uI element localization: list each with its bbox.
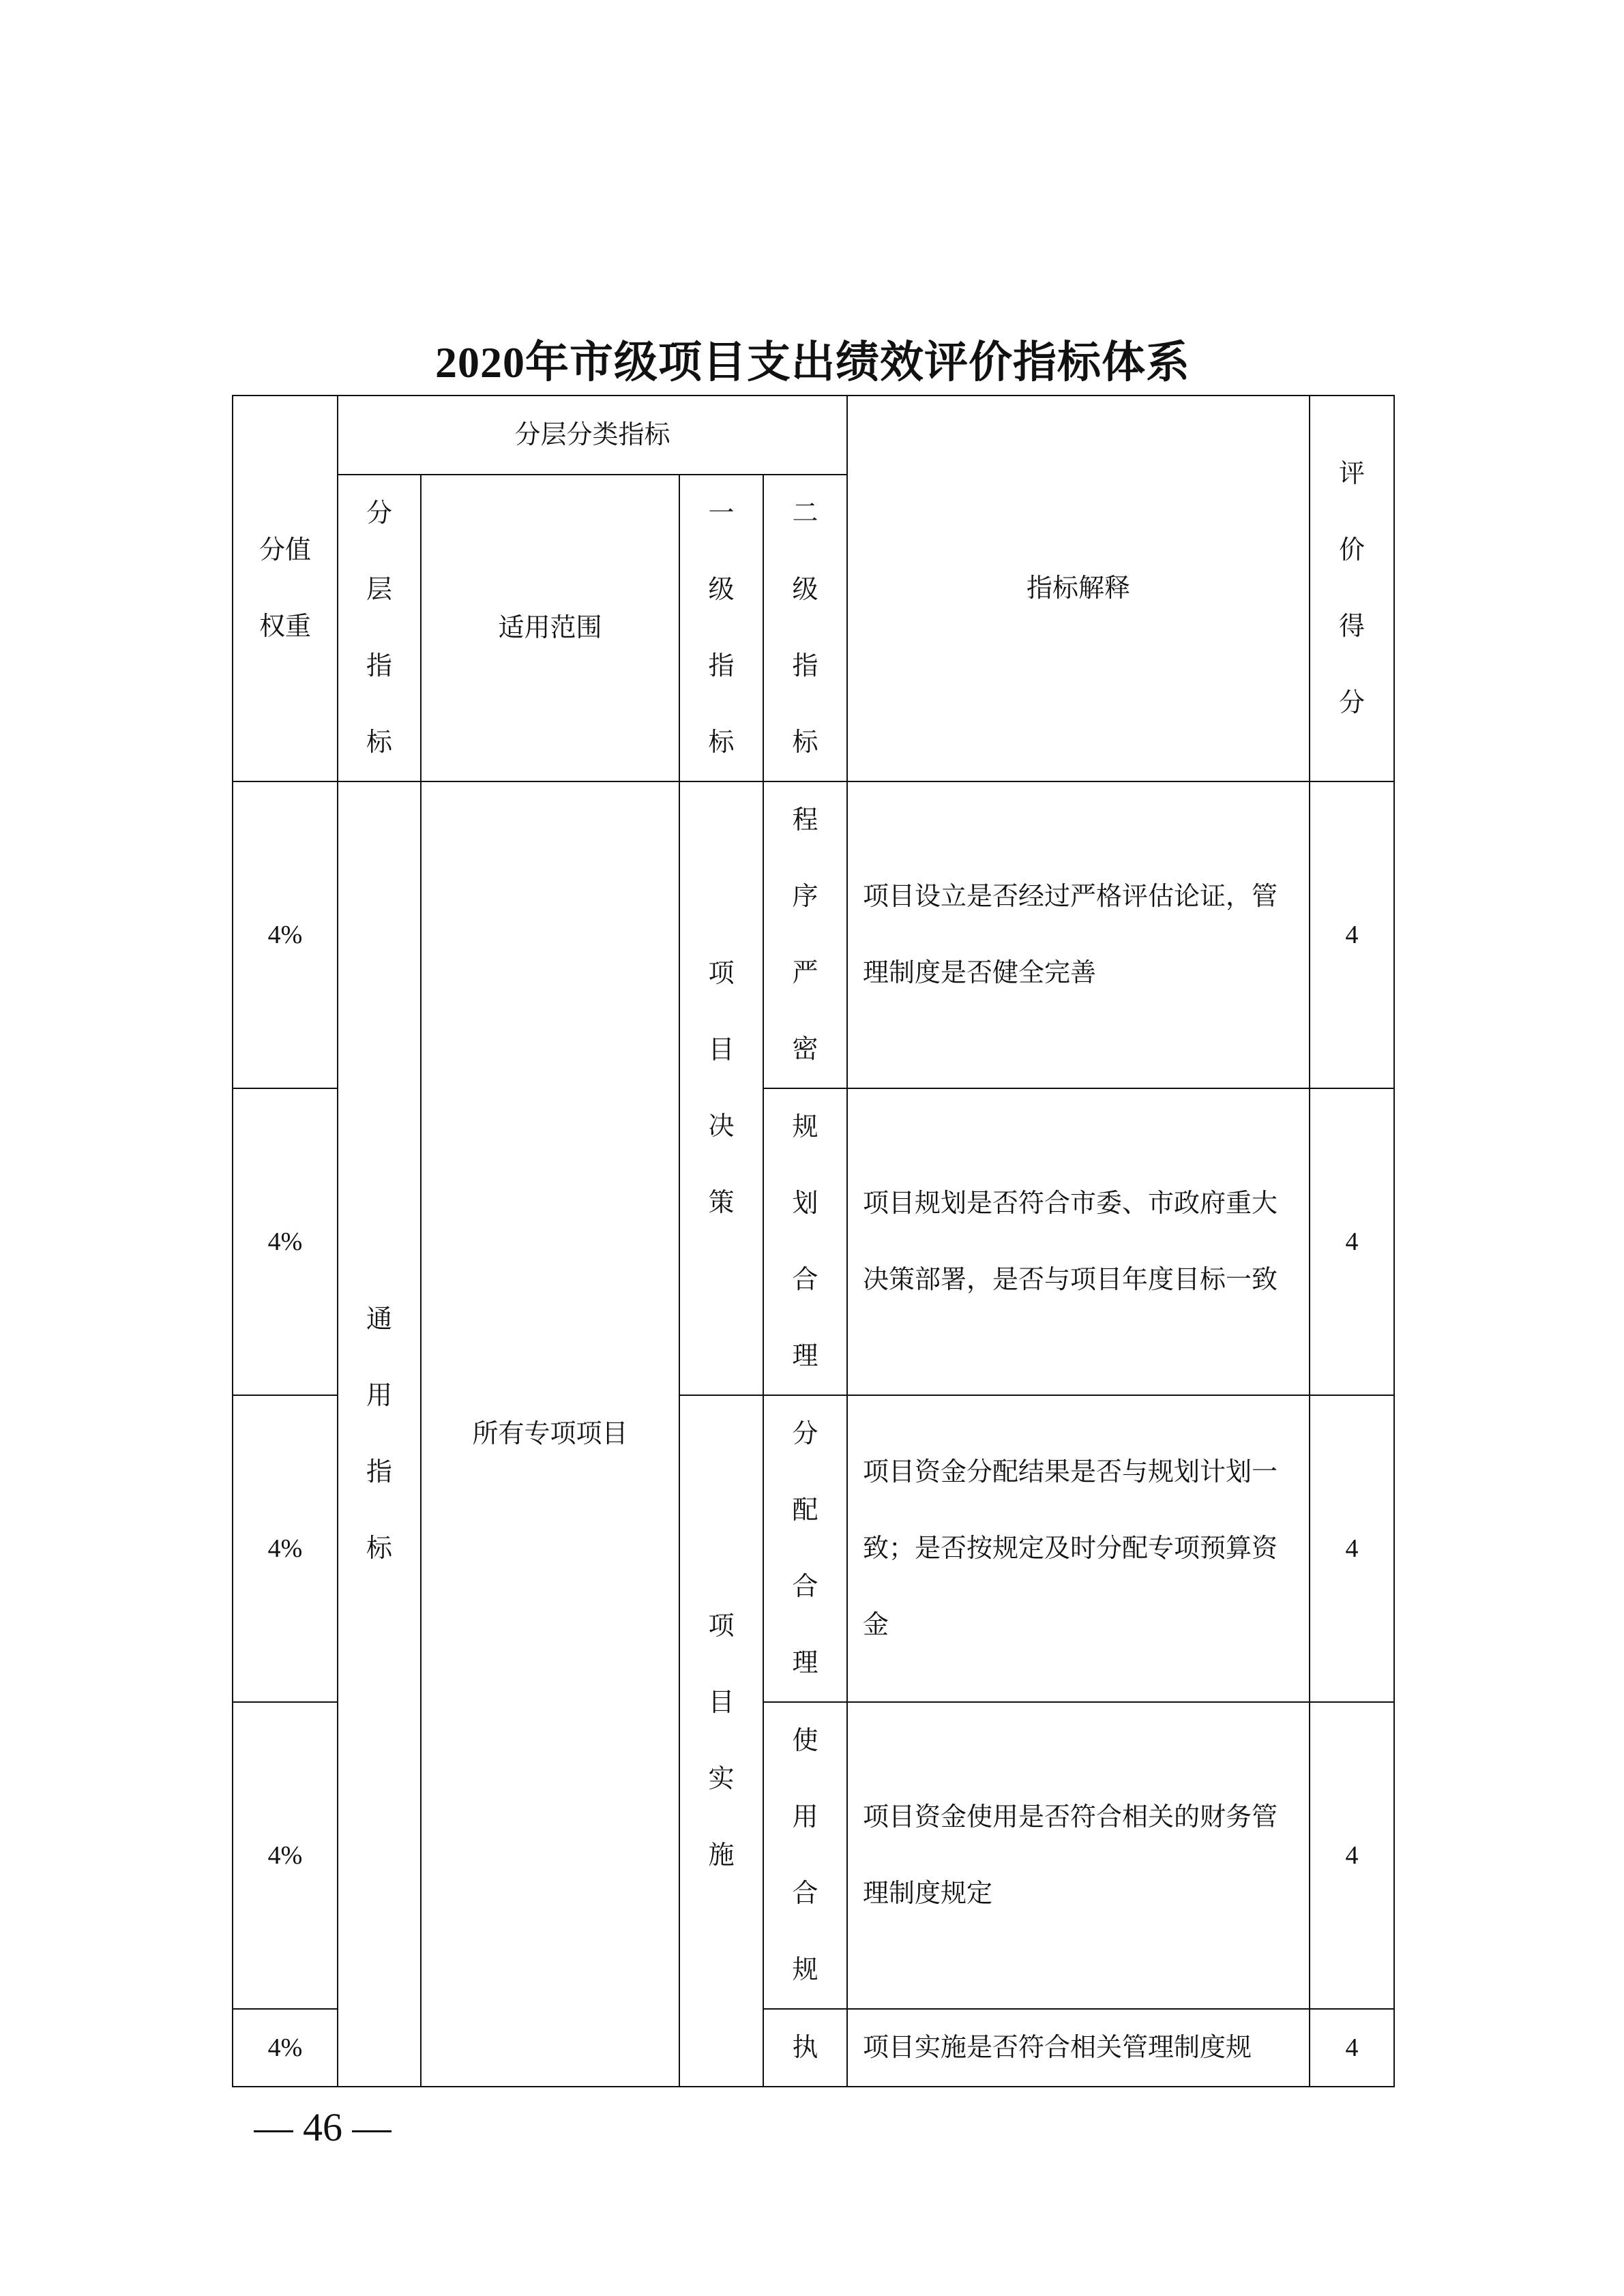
- footer-dash-left: [254, 2130, 293, 2132]
- document-title: 2020年市级项目支出绩效评价指标体系: [435, 338, 1190, 387]
- cell-level1-implementation: [679, 1395, 763, 2087]
- cell-score: 4: [1310, 1088, 1394, 1395]
- header-level2-text: 二级指标: [792, 499, 818, 757]
- header-weight-line1: 分值: [259, 536, 311, 565]
- cell-weight: 4%: [233, 1395, 338, 1702]
- header-weight: [233, 396, 338, 781]
- table-row: [233, 781, 1394, 1088]
- cell-level2-text: 执: [792, 2033, 818, 2062]
- cell-scope: 所有专项项目: [421, 781, 679, 2087]
- cell-explain: 项目规划是否符合市委、市政府重大决策部署，是否与项目年度目标一致: [847, 1088, 1310, 1395]
- header-scope: 适用范围: [421, 475, 679, 781]
- cell-level1-implementation-text: 项目实施: [708, 1612, 735, 1870]
- header-level1: [679, 475, 763, 781]
- cell-level2: [763, 1702, 847, 2009]
- cell-level2: [763, 1395, 847, 1702]
- cell-weight: 4%: [233, 1702, 338, 2009]
- cell-level2: [763, 781, 847, 1088]
- header-group: 分层分类指标: [338, 396, 847, 475]
- cell-weight: 4%: [233, 1088, 338, 1395]
- cell-score: 4: [1310, 1395, 1394, 1702]
- cell-explain: 项目资金使用是否符合相关的财务管理制度规定: [847, 1702, 1310, 2009]
- cell-score: 4: [1310, 781, 1394, 1088]
- cell-score: 4: [1310, 1702, 1394, 2009]
- cell-level1-decision-text: 项目决策: [708, 959, 735, 1217]
- header-weight-line2: 权重: [259, 612, 311, 641]
- cell-score: 4: [1310, 2009, 1394, 2087]
- cell-explain: 项目资金分配结果是否与规划计划一致；是否按规定及时分配专项预算资金: [847, 1395, 1310, 1702]
- cell-layer: [338, 781, 421, 2087]
- cell-layer-text: 通用指标: [366, 1305, 392, 1563]
- cell-explain: 项目设立是否经过严格评估论证，管理制度是否健全完善: [847, 781, 1310, 1088]
- cell-weight: 4%: [233, 781, 338, 1088]
- cell-level2-text: 使用合规: [792, 1727, 818, 1984]
- header-score: [1310, 396, 1394, 781]
- cell-level2-text: 程序严密: [792, 806, 818, 1064]
- page-number: 46: [303, 2105, 342, 2149]
- header-layer: [338, 475, 421, 781]
- page-footer: [244, 2104, 401, 2151]
- cell-level1-decision: [679, 781, 763, 1395]
- header-score-text: 评价得分: [1338, 460, 1365, 717]
- header-row-1: [233, 396, 1394, 475]
- header-level2: [763, 475, 847, 781]
- indicator-table: [232, 395, 1395, 2087]
- header-layer-text: 分层指标: [366, 499, 392, 757]
- cell-level2: [763, 2009, 847, 2087]
- footer-dash-right: [352, 2130, 392, 2132]
- header-explain: 指标解释: [847, 396, 1310, 781]
- header-level1-text: 一级指标: [708, 499, 735, 757]
- cell-level2-text: 规划合理: [792, 1113, 818, 1371]
- cell-weight: 4%: [233, 2009, 338, 2087]
- cell-level2: [763, 1088, 847, 1395]
- cell-explain: 项目实施是否符合相关管理制度规: [847, 2009, 1310, 2087]
- cell-level2-text: 分配合理: [792, 1420, 818, 1678]
